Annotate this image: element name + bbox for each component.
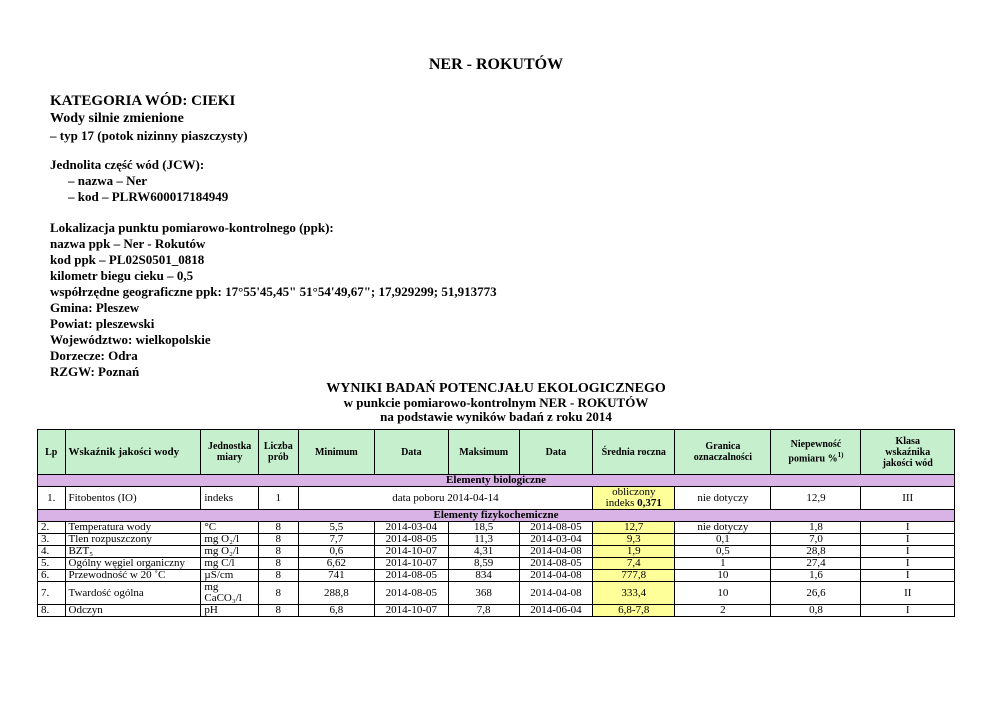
table-cell: 2014-03-04 [519,534,593,546]
col-indicator: Wskaźnik jakości wody [65,430,201,475]
table-cell: 5. [38,558,66,570]
table-cell: 0,6 [298,546,374,558]
table-row [38,546,955,558]
table-cell: 26,6 [771,582,861,605]
col-date-min: Data [375,430,449,475]
section-row-physicochemical [38,510,955,522]
table-cell: 8 [258,522,298,534]
table-cell: 2014-08-05 [519,522,593,534]
table-cell: 6. [38,570,66,582]
table-cell: I [861,605,955,617]
section-row-biological [38,475,955,487]
col-date-max: Data [519,430,593,475]
table-row [38,605,955,617]
jcw-code: – kod – PLRW600017184949 [68,189,229,204]
location-line: RZGW: Poznań [50,364,140,379]
table-cell: 7,4 [593,558,675,570]
table-cell: 2014-08-05 [519,558,593,570]
table-cell: 12,9 [771,487,861,510]
table-cell: 12,7 [593,522,675,534]
results-table [37,429,955,617]
table-cell: 1. [38,487,66,510]
table-cell: 4. [38,546,66,558]
location-line: Dorzecze: Odra [50,348,138,363]
location-line: Powiat: pleszewski [50,316,155,331]
table-cell: mg O₂/l [201,546,259,558]
results-heading-line-3: na podstawie wyników badań z roku 2014 [380,409,612,424]
location-line: Województwo: wielkopolskie [50,332,211,347]
table-cell: 1,9 [593,546,675,558]
table-cell: 7,8 [448,605,519,617]
table-cell: 10 [675,570,771,582]
table-cell: 2014-10-07 [375,546,449,558]
table-header-row [38,430,955,475]
table-row [38,558,955,570]
table-cell: 1,8 [771,522,861,534]
water-subtype: – typ 17 (potok nizinny piaszczysty) [50,128,248,143]
table-cell: Fitobentos (IO) [65,487,201,510]
table-cell: Elementy biologiczne [38,475,955,487]
location-line: nazwa ppk – Ner - Rokutów [50,236,206,251]
location-heading: Lokalizacja punktu pomiarowo-kontrolnego (ppk): [50,220,334,235]
table-cell: 2014-08-05 [375,570,449,582]
table-cell: 1,6 [771,570,861,582]
table-cell: 2014-04-08 [519,570,593,582]
table-cell: nie dotyczy [675,487,771,510]
table-cell: 9,3 [593,534,675,546]
table-cell: 2014-04-08 [519,546,593,558]
table-cell: Twardość ogólna [65,582,201,605]
table-cell: 1 [258,487,298,510]
bio-mean: obliczony indeks 0,371 [593,487,675,510]
location-line: kilometr biegu cieku – 0,5 [50,268,194,283]
col-lp: Lp [38,430,66,475]
table-cell: 28,8 [771,546,861,558]
table-cell: 5,5 [298,522,374,534]
water-category-block [50,92,248,144]
table-cell: indeks [201,487,259,510]
table-cell: 2014-08-05 [375,534,449,546]
table-cell: Temperatura wody [65,522,201,534]
table-cell: 8 [258,558,298,570]
location-block [50,220,497,380]
table-cell: 6,8 [298,605,374,617]
table-cell: 7. [38,582,66,605]
table-cell: 1 [675,558,771,570]
table-cell: 2. [38,522,66,534]
jcw-name: – nazwa – Ner [68,173,148,188]
location-line: Gmina: Pleszew [50,300,140,315]
col-min: Minimum [298,430,374,475]
table-cell: 2014-03-04 [375,522,449,534]
table-cell: Odczyn [65,605,201,617]
table-cell: 18,5 [448,522,519,534]
sampling-date: data poboru 2014-04-14 [298,487,593,510]
table-row [38,582,955,605]
table-cell: 8 [258,570,298,582]
jcw-heading: Jednolita część wód (JCW): [50,157,205,172]
table-cell: 0,8 [771,605,861,617]
table-cell: 288,8 [298,582,374,605]
table-cell: 777,8 [593,570,675,582]
table-cell: 6,62 [298,558,374,570]
table-cell: I [861,546,955,558]
table-cell: 834 [448,570,519,582]
table-cell: °C [201,522,259,534]
table-cell: 8 [258,605,298,617]
table-cell: 2014-10-07 [375,605,449,617]
table-cell: 8. [38,605,66,617]
table-cell: mg O₂/l [201,534,259,546]
table-cell: Tlen rozpuszczony [65,534,201,546]
table-cell: 8 [258,534,298,546]
table-cell: Elementy fizykochemiczne [38,510,955,522]
table-cell: 741 [298,570,374,582]
table-cell: 0,1 [675,534,771,546]
table-cell: 2014-04-08 [519,582,593,605]
col-count: Liczba prób [258,430,298,475]
water-category: KATEGORIA WÓD: CIEKI [50,93,236,109]
table-row [38,522,955,534]
table-cell: I [861,522,955,534]
col-max: Maksimum [448,430,519,475]
table-cell: 7,7 [298,534,374,546]
col-mean: Średnia roczna [593,430,675,475]
table-cell: 2 [675,605,771,617]
col-unit: Jednostka miary [201,430,259,475]
results-heading [0,382,992,424]
table-cell: 368 [448,582,519,605]
table-cell: 6,8-7,8 [593,605,675,617]
col-class: Klasa wskaźnika jakości wód [861,430,955,475]
results-heading-line-1: WYNIKI BADAŃ POTENCJAŁU EKOLOGICZNEGO [326,381,666,396]
table-cell: 2014-06-04 [519,605,593,617]
table-cell: 10 [675,582,771,605]
col-uncertainty: Niepewność pomiaru %$^{1)}$ [771,430,861,475]
table-cell: Przewodność w 20 ˚C [65,570,201,582]
table-cell: 7,0 [771,534,861,546]
table-cell: µS/cm [201,570,259,582]
table-cell: I [861,534,955,546]
table-cell: III [861,487,955,510]
table-cell: I [861,570,955,582]
table-cell: I [861,558,955,570]
table-cell: Ogólny węgiel organiczny [65,558,201,570]
table-cell: II [861,582,955,605]
table-cell: 2014-10-07 [375,558,449,570]
water-type: Wody silnie zmienione [50,111,184,126]
table-cell: nie dotyczy [675,522,771,534]
table-cell: 11,3 [448,534,519,546]
table-cell: 3. [38,534,66,546]
table-cell: mg C/l [201,558,259,570]
location-line: współrzędne geograficzne ppk: 17°55'45,45" 51°54'49,67"; 17,929299; 51,913773 [50,284,497,299]
table-cell: 8 [258,582,298,605]
page-title: NER - ROKUTÓW [428,56,564,73]
table-cell: 8 [258,546,298,558]
table-cell: 333,4 [593,582,675,605]
table-cell: 2014-08-05 [375,582,449,605]
col-limit: Granica oznaczalności [675,430,771,475]
table-row [38,534,955,546]
table-cell: BZT₅ [65,546,201,558]
table-cell: 27,4 [771,558,861,570]
table-cell: 0,5 [675,546,771,558]
table-cell: mg CaCO₃/l [201,582,259,605]
location-line: kod ppk – PL02S0501_0818 [50,252,205,267]
jcw-block [50,157,228,205]
table-row [38,487,955,510]
results-heading-line-2: w punkcie pomiarowo-kontrolnym NER - ROKUTÓW [343,395,649,410]
table-cell: 4,31 [448,546,519,558]
table-row [38,570,955,582]
table-cell: 8,59 [448,558,519,570]
table-cell: pH [201,605,259,617]
